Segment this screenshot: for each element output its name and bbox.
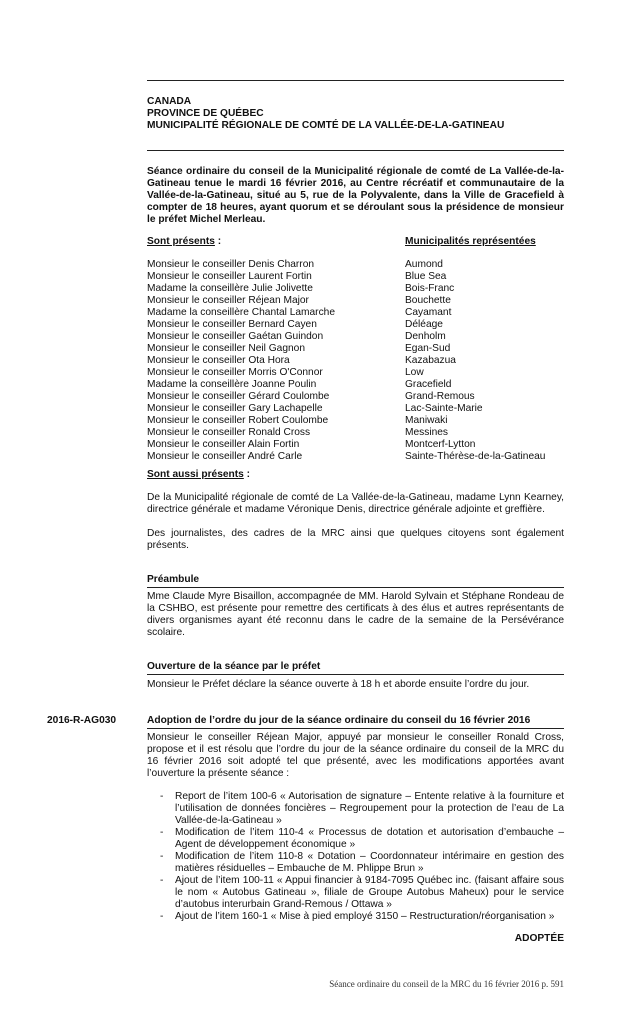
member-row: [147, 367, 564, 379]
bullet-dash: -: [160, 875, 164, 886]
member-row: [147, 439, 564, 451]
also-present-paragraph-2: Des journalistes, des cadres de la MRC ainsi que quelques citoyens sont également présents.: [147, 528, 564, 551]
member-municipality: Lac-Sainte-Marie: [405, 403, 483, 414]
header-municipality: MUNICIPALITÉ RÉGIONALE DE COMTÉ DE LA VALLÉE-DE-LA-GATINEAU: [147, 120, 505, 131]
list-item-text: Modification de l’item 110-4 « Processus de dotation et autorisation d’embauche – Agent de développement économique »: [175, 827, 564, 850]
member-row: [147, 451, 564, 463]
list-item-text: Ajout de l’item 160-1 « Mise à pied employé 3150 – Restructuration/réorganisation »: [175, 911, 555, 922]
member-row: [147, 331, 564, 343]
preamble-text: Mme Claude Myre Bisaillon, accompagnée de MM. Harold Sylvain et Stéphane Rondeau de la CSHBO, est présente pour remettre des certificats à des élus et autres représentants de divers organismes ayant été reconnu dans le cadre de la semaine de la Persévérance scolaire.: [147, 591, 564, 638]
session-intro: Séance ordinaire du conseil de la Municipalité régionale de comté de La Vallée-de-la-Gatineau tenue le mardi 16 février 2016, au Centre récréatif et communautaire de la Vallée-de-la-Gatineau, situé au 5, rue de la Polyvalente, dans la Ville de Gracefield à compter de 18 heures, ayant quorum et se déroulant sous la présidence de monsieur le préfet Michel Merleau.: [147, 166, 564, 225]
member-municipality: Bouchette: [405, 295, 451, 306]
list-item-text: Modification de l’item 110-8 « Dotation – Coordonnateur intérimaire en gestion des matières résiduelles – Embauche de M. Phlippe Brun »: [175, 851, 564, 874]
page-footer: Séance ordinaire du conseil de la MRC du 16 février 2016 p. 591: [329, 979, 564, 989]
member-name: Monsieur le conseiller Ota Hora: [147, 355, 290, 366]
member-name: Monsieur le conseiller Laurent Fortin: [147, 271, 312, 282]
opening-rule: [147, 674, 564, 675]
member-municipality: Cayamant: [405, 307, 452, 318]
opening-text: Monsieur le Préfet déclare la séance ouverte à 18 h et aborde ensuite l’ordre du jour.: [147, 679, 530, 690]
top-rule: [147, 80, 564, 81]
member-row: [147, 355, 564, 367]
municipalities-heading: Municipalités représentées: [405, 236, 536, 247]
present-label: Sont présents: [147, 236, 215, 247]
member-row: [147, 283, 564, 295]
member-name: Monsieur le conseiller Morris O'Connor: [147, 367, 323, 378]
member-municipality: Maniwaki: [405, 415, 448, 426]
also-present-colon: :: [243, 469, 251, 480]
resolution-text: Monsieur le conseiller Réjean Major, appuyé par monsieur le conseiller Ronald Cross, propose et il est résolu que l’ordre du jour de la séance ordinaire du conseil de la MRC du 16 février 2016 soit adopté tel que présenté, avec les modifications apportées avant l’ouverture la présente séance :: [147, 732, 564, 779]
member-municipality: Déléage: [405, 319, 443, 330]
resolution-rule: [147, 728, 564, 729]
member-municipality: Egan-Sud: [405, 343, 451, 354]
member-name: Monsieur le conseiller Réjean Major: [147, 295, 309, 306]
member-name: Monsieur le conseiller Alain Fortin: [147, 439, 300, 450]
member-name: Monsieur le conseiller Neil Gagnon: [147, 343, 305, 354]
member-row: [147, 427, 564, 439]
member-municipality: Aumond: [405, 259, 443, 270]
member-municipality: Gracefield: [405, 379, 452, 390]
preamble-title: Préambule: [147, 574, 200, 585]
member-municipality: Blue Sea: [405, 271, 447, 282]
bullet-dash: -: [160, 827, 164, 838]
header-country: CANADA: [147, 96, 192, 107]
member-municipality: Montcerf-Lytton: [405, 439, 476, 450]
present-heading: [147, 236, 221, 248]
bullet-dash: -: [160, 851, 164, 862]
bullet-dash: -: [160, 791, 164, 802]
member-name: Monsieur le conseiller Denis Charron: [147, 259, 315, 270]
member-name: Monsieur le conseiller Gérard Coulombe: [147, 391, 330, 402]
resolution-number: 2016-R-AG030: [47, 715, 117, 726]
adopted-status: ADOPTÉE: [514, 933, 564, 944]
list-item-text: Ajout de l’item 100-11 « Appui financier à 9184-7095 Québec inc. (faisant affaire sous le nom « Autobus Gatineau », filiale de Groupe Autobus Maheux) pour le service d’autobus interurbain Grand-Remous / Ottawa »: [175, 875, 564, 910]
member-municipality: Messines: [405, 427, 449, 438]
present-colon: :: [214, 236, 222, 247]
list-item-text: Report de l’item 100-6 « Autorisation de signature – Entente relative à la fourniture et l’utilisation de données foncières – Regroupement pour la protection de l’eau de La Vallée-de-la-Gatineau »: [175, 791, 564, 826]
member-row: [147, 259, 564, 271]
member-municipality: Sainte-Thérèse-de-la-Gatineau: [405, 451, 546, 462]
also-present-paragraph: De la Municipalité régionale de comté de La Vallée-de-la-Gatineau, madame Lynn Kearney, directrice générale et madame Véronique Denis, directrice générale adjointe et greffière.: [147, 492, 564, 515]
member-row: [147, 307, 564, 319]
member-municipality: Denholm: [405, 331, 446, 342]
member-name: Monsieur le conseiller Ronald Cross: [147, 427, 311, 438]
opening-title: Ouverture de la séance par le préfet: [147, 661, 321, 672]
member-row: [147, 343, 564, 355]
member-name: Madame la conseillère Joanne Poulin: [147, 379, 317, 390]
member-row: [147, 271, 564, 283]
resolution-title: Adoption de l’ordre du jour de la séance ordinaire du conseil du 16 février 2016: [147, 715, 531, 726]
member-name: Monsieur le conseiller André Carle: [147, 451, 303, 462]
also-present-label: Sont aussi présents: [147, 469, 244, 480]
member-row: [147, 391, 564, 403]
member-municipality: Bois-Franc: [405, 283, 455, 294]
member-name: Monsieur le conseiller Robert Coulombe: [147, 415, 329, 426]
member-name: Madame la conseillère Chantal Lamarche: [147, 307, 336, 318]
preamble-rule: [147, 587, 564, 588]
bullet-dash: -: [160, 911, 164, 922]
member-municipality: Low: [405, 367, 424, 378]
member-row: [147, 319, 564, 331]
member-row: [147, 403, 564, 415]
header-rule: [147, 150, 564, 151]
member-name: Monsieur le conseiller Gaétan Guindon: [147, 331, 324, 342]
member-row: [147, 295, 564, 307]
also-present-heading: [147, 469, 250, 481]
member-row: [147, 415, 564, 427]
member-row: [147, 379, 564, 391]
header-province: PROVINCE DE QUÉBEC: [147, 108, 264, 119]
member-municipality: Grand-Remous: [405, 391, 475, 402]
member-name: Monsieur le conseiller Bernard Cayen: [147, 319, 317, 330]
member-municipality: Kazabazua: [405, 355, 456, 366]
member-name: Monsieur le conseiller Gary Lachapelle: [147, 403, 323, 414]
member-name: Madame la conseillère Julie Jolivette: [147, 283, 313, 294]
